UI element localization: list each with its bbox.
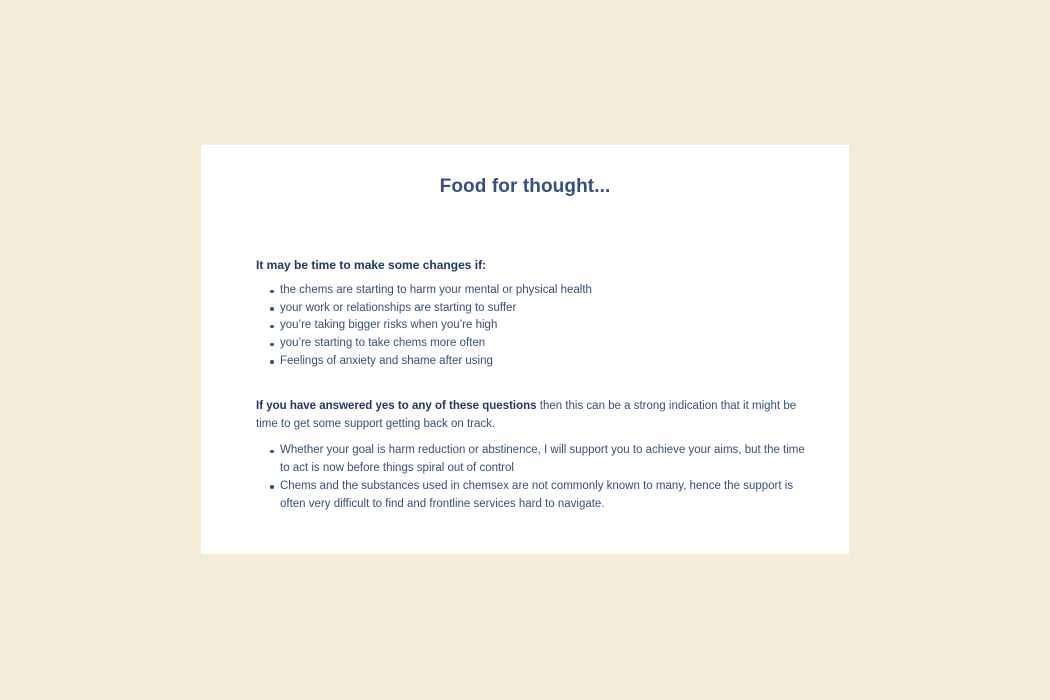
support-list xyxy=(256,442,814,513)
support-lead-bold: If you have answered yes to any of these questions xyxy=(256,400,537,412)
list-item: Chems and the substances used in chemsex are not commonly known to many, hence the support is often very difficult to find and frontline services hard to navigate. xyxy=(280,478,814,513)
support-section xyxy=(256,398,814,513)
list-item: the chems are starting to harm your mental or physical health xyxy=(280,282,814,300)
list-item: you’re taking bigger risks when you’re high xyxy=(280,317,814,335)
changes-lead: It may be time to make some changes if: xyxy=(256,258,487,272)
content-card xyxy=(201,145,849,554)
card-title: Food for thought... xyxy=(439,176,611,197)
list-item: your work or relationships are starting to suffer xyxy=(280,300,814,318)
list-item: Feelings of anxiety and shame after using xyxy=(280,353,814,371)
support-lead-text: then this can be a strong indication that it might be time to get some support getting back on track. xyxy=(256,400,797,430)
list-item: Whether your goal is harm reduction or abstinence, I will support you to achieve your aims, but the time to act is now before things spiral out of control xyxy=(280,442,814,477)
list-item: you’re starting to take chems more often xyxy=(280,335,814,353)
changes-section xyxy=(256,257,814,371)
support-paragraph xyxy=(256,398,814,433)
changes-list xyxy=(256,282,814,371)
